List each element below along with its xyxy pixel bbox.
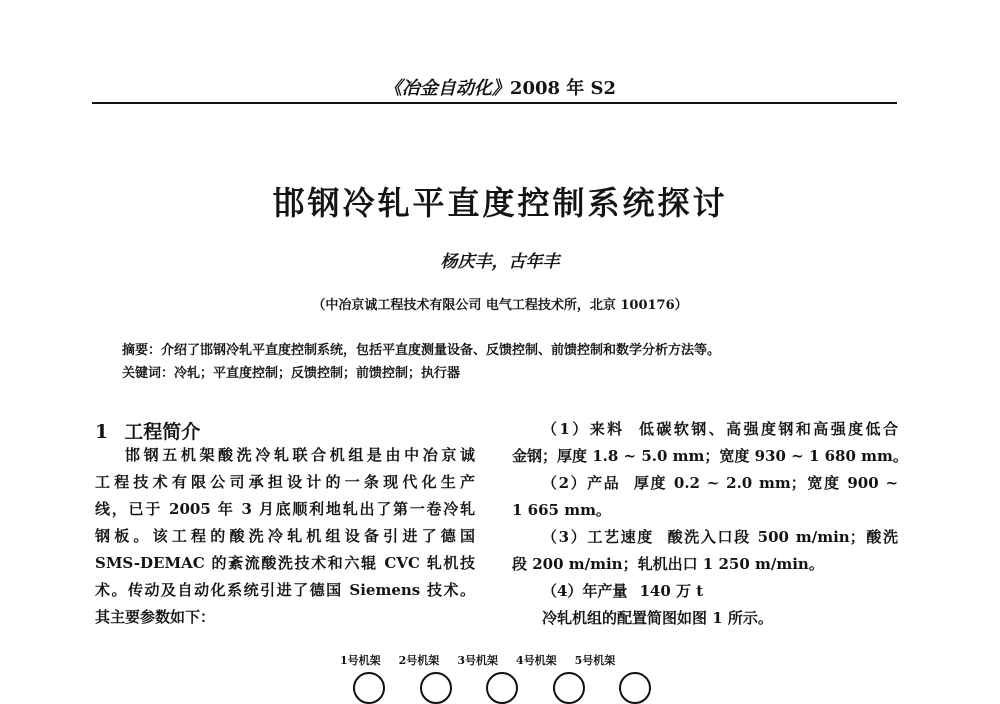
paper-title: 邯钢冷轧平直度控制系统探讨 (272, 184, 728, 222)
body-line: 其主要参数如下： (95, 608, 216, 626)
param-item-1 (512, 419, 898, 439)
mill-stand-roll (553, 672, 585, 704)
param-text: 酸洗入口段 500 m/min；酸洗 (665, 528, 898, 546)
stand-label: 4号机架 (515, 654, 557, 667)
body-line: 钢板。该工程的酸洗冷轧机组设备引进了德国 (95, 527, 475, 545)
journal-name: 《冶金自动化》 (383, 78, 510, 99)
abstract: 摘要：介绍了邯钢冷轧平直度控制系统，包括平直度测量设备、反馈控制、前馈控制和数学分析方法等。 (122, 343, 721, 358)
keywords: 关键词：冷轧；平直度控制；反馈控制；前馈控制；执行器 (122, 366, 461, 381)
param-item-2 (512, 473, 898, 493)
section-title: 工程简介 (124, 421, 201, 443)
param-text: 140 万 t (639, 582, 704, 600)
stand-label: 5号机架 (574, 654, 616, 667)
param-label: （1）来料 (542, 420, 625, 438)
paper-affiliation: （中冶京诚工程技术有限公司 电气工程技术所，北京 100176） (312, 298, 688, 313)
running-header (0, 74, 1000, 100)
stand-label: 1号机架 (340, 654, 381, 667)
stand-label: 2号机架 (398, 654, 440, 667)
param-line: 段 200 m/min；轧机出口 1 250 m/min。 (512, 555, 824, 573)
figure-reference: 冷轧机组的配置简图如图 1 所示。 (542, 609, 773, 627)
param-text: 厚度 0.2 ~ 2.0 mm；宽度 900 ~ (632, 474, 899, 492)
body-line: 线，已于 2005 年 3 月底顺利地轧出了第一卷冷轧 (95, 500, 475, 518)
stand-label: 3号机架 (457, 654, 498, 667)
mill-stand-roll (420, 672, 452, 704)
figure-stand-labels (340, 652, 660, 668)
param-label: （2）产品 (542, 474, 621, 492)
section-heading (95, 417, 475, 444)
section-number: 1 (95, 421, 109, 443)
param-item-3 (512, 527, 898, 547)
body-line: SMS-DEMAC 的紊流酸洗技术和六辊 CVC 轧机技 (95, 554, 475, 572)
mill-stand-roll (353, 672, 385, 704)
journal-issue: 2008 年 S2 (509, 78, 617, 99)
paper-authors: 杨庆丰，古年丰 (440, 252, 560, 272)
body-line: 邯钢五机架酸洗冷轧联合机组是由中冶京诚 (125, 446, 475, 464)
body-line: 工程技术有限公司承担设计的一条现代化生产 (95, 473, 475, 491)
header-rule (92, 102, 897, 104)
mill-stand-roll (619, 672, 651, 704)
param-line: 金钢；厚度 1.8 ~ 5.0 mm；宽度 930 ~ 1 680 mm。 (512, 447, 908, 465)
param-label: （4）年产量 (542, 582, 628, 600)
mill-stand-roll (486, 672, 518, 704)
param-label: （3）工艺速度 (542, 528, 654, 546)
body-line: 术。传动及自动化系统引进了德国 Siemens 技术。 (95, 581, 475, 599)
param-line: 1 665 mm。 (512, 501, 611, 519)
param-text: 低碳软钢、高强度钢和高强度低合 (636, 420, 898, 438)
param-item-4 (512, 581, 898, 601)
